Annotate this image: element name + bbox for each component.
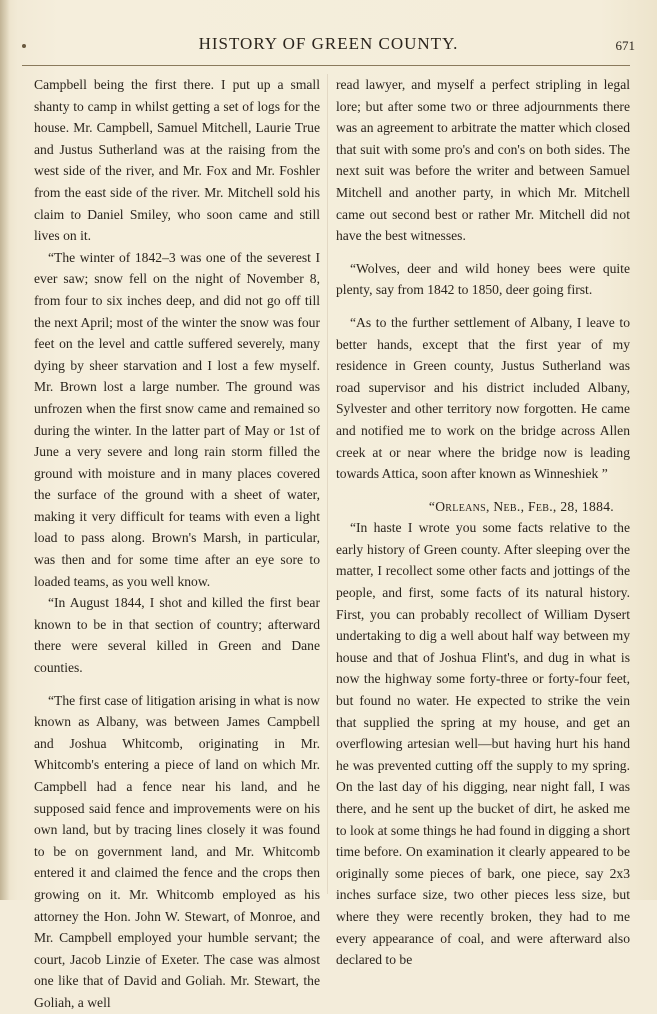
paragraph: “Wolves, deer and wild honey bees were quite plenty, say from 1842 to 1850, deer going first. xyxy=(336,260,630,298)
paragraph: “In August 1844, I shot and killed the first bear known to be in that section of country; afterward there were several killed in Green and Dane counties. xyxy=(34,595,320,676)
page-title: HISTORY OF GREEN COUNTY. xyxy=(198,34,459,53)
paragraph: “As to the further settlement of Albany, I leave to better hands, except that the first year of my residence in Green county, Justus Sutherland was road supervisor and his district included Albany, Sylvester and other territory now forgotten. He came and notified me to work on the bridge across Allen creek at or near where the bridge now is leading towards Attica, soon after known as Winneshiek ” xyxy=(336,314,630,482)
dateline: “Orleans, Neb., Feb., 28, 1884. xyxy=(428,498,614,514)
left-column xyxy=(34,74,320,1014)
paragraph: Campbell being the first there. I put up a small shanty to camp in whilst getting a set of logs for the house. Mr. Campbell, Samuel Mitchell, Laurie True and Justus Sutherland was at the raising from the west side of the river, and Mr. Fox and Mr. Foshler from the east side of the river. Mr. Mitchell sold his claim to Daniel Smiley, who soon came and still lives on it. xyxy=(34,77,320,244)
paragraph: “In haste I wrote you some facts relative to the early history of Green county. After sleeping over the matter, I recollect some other facts and jottings of the people, and first, some facts of its natural history. First, you can probably recollect of William Dysert undertaking to dig a well about half way between my house and that of Joshua Flint's, and dug in what is now the highway some forty-three or forty-four feet, but found no water. He expected to strike the vein that supplied the spring at my house, and get an overflowing artesian well—but having hurt his hand he was prevented cutting off the supply to my spring. On the last day of his digging, near night fall, I was there, and he sent up the bucket of dirt, he asked me to look at some things he had found in digging a short time before. On examination it clearly appeared to be originally some pieces of bark, one piece, say 2x3 inches surface size, two other pieces less size, but where they were recently broken, they had to me every appearance of coal, and were afterward also declared to be xyxy=(336,520,630,968)
paragraph: “The winter of 1842–3 was one of the severest I ever saw; snow fell on the night of November 8, from four to six inches deep, and did not go off till the next April; most of the winter the snow was four feet on the level and cattle suffered severely, many dying by sheer starvation and I lost a few myself. Mr. Brown lost a large number. The ground was unfrozen when the first snow came and remained so during the winter. In the latter part of May or 1st of June a very severe and long rain storm filled the ground with moisture and in many places covered the surface of the ground with a sheet of water, making it very difficult for teams with even a light load to pass along. Brown's Marsh, in particular, was then and for some time after an eye sore to loaded teams, as you well know. xyxy=(34,249,320,589)
paragraph: “The first case of litigation arising in what is now known as Albany, was between James Campbell and Joshua Whitcomb, originating in Mr. Whitcomb's entering a piece of land on which Mr. Campbell had a fence near his land, and he supposed said fence and improvements were on his own land, but by tracing lines closely it was found to be on government land, and Mr. Whitcomb entered it and claimed the fence and the crops then growing on it. Mr. Whitcomb employed as his attorney the Hon. John W. Stewart, of Monroe, and Mr. Campbell employed your humble servant; the court, Jacob Linzie of Exeter. The case was almost one like that of David and Goliah. Mr. Stewart, the Goliah, a well xyxy=(34,692,320,1010)
header-rule xyxy=(22,65,630,66)
running-head xyxy=(0,34,657,58)
paragraph: read lawyer, and myself a perfect stripling in legal lore; but after some two or three adjournments there was an agreement to arbitrate the matter which closed that suit with some pro's and con's on both sides. The next suit was before the writer and between Samuel Mitchell and another party, in which Mr. Mitchell came out second best or rather Mr. Mitchell did not have the best witnesses. xyxy=(336,77,630,244)
right-column xyxy=(336,74,630,971)
page-number: 671 xyxy=(615,38,635,53)
column-divider xyxy=(327,74,328,894)
binding-shadow xyxy=(0,0,10,900)
